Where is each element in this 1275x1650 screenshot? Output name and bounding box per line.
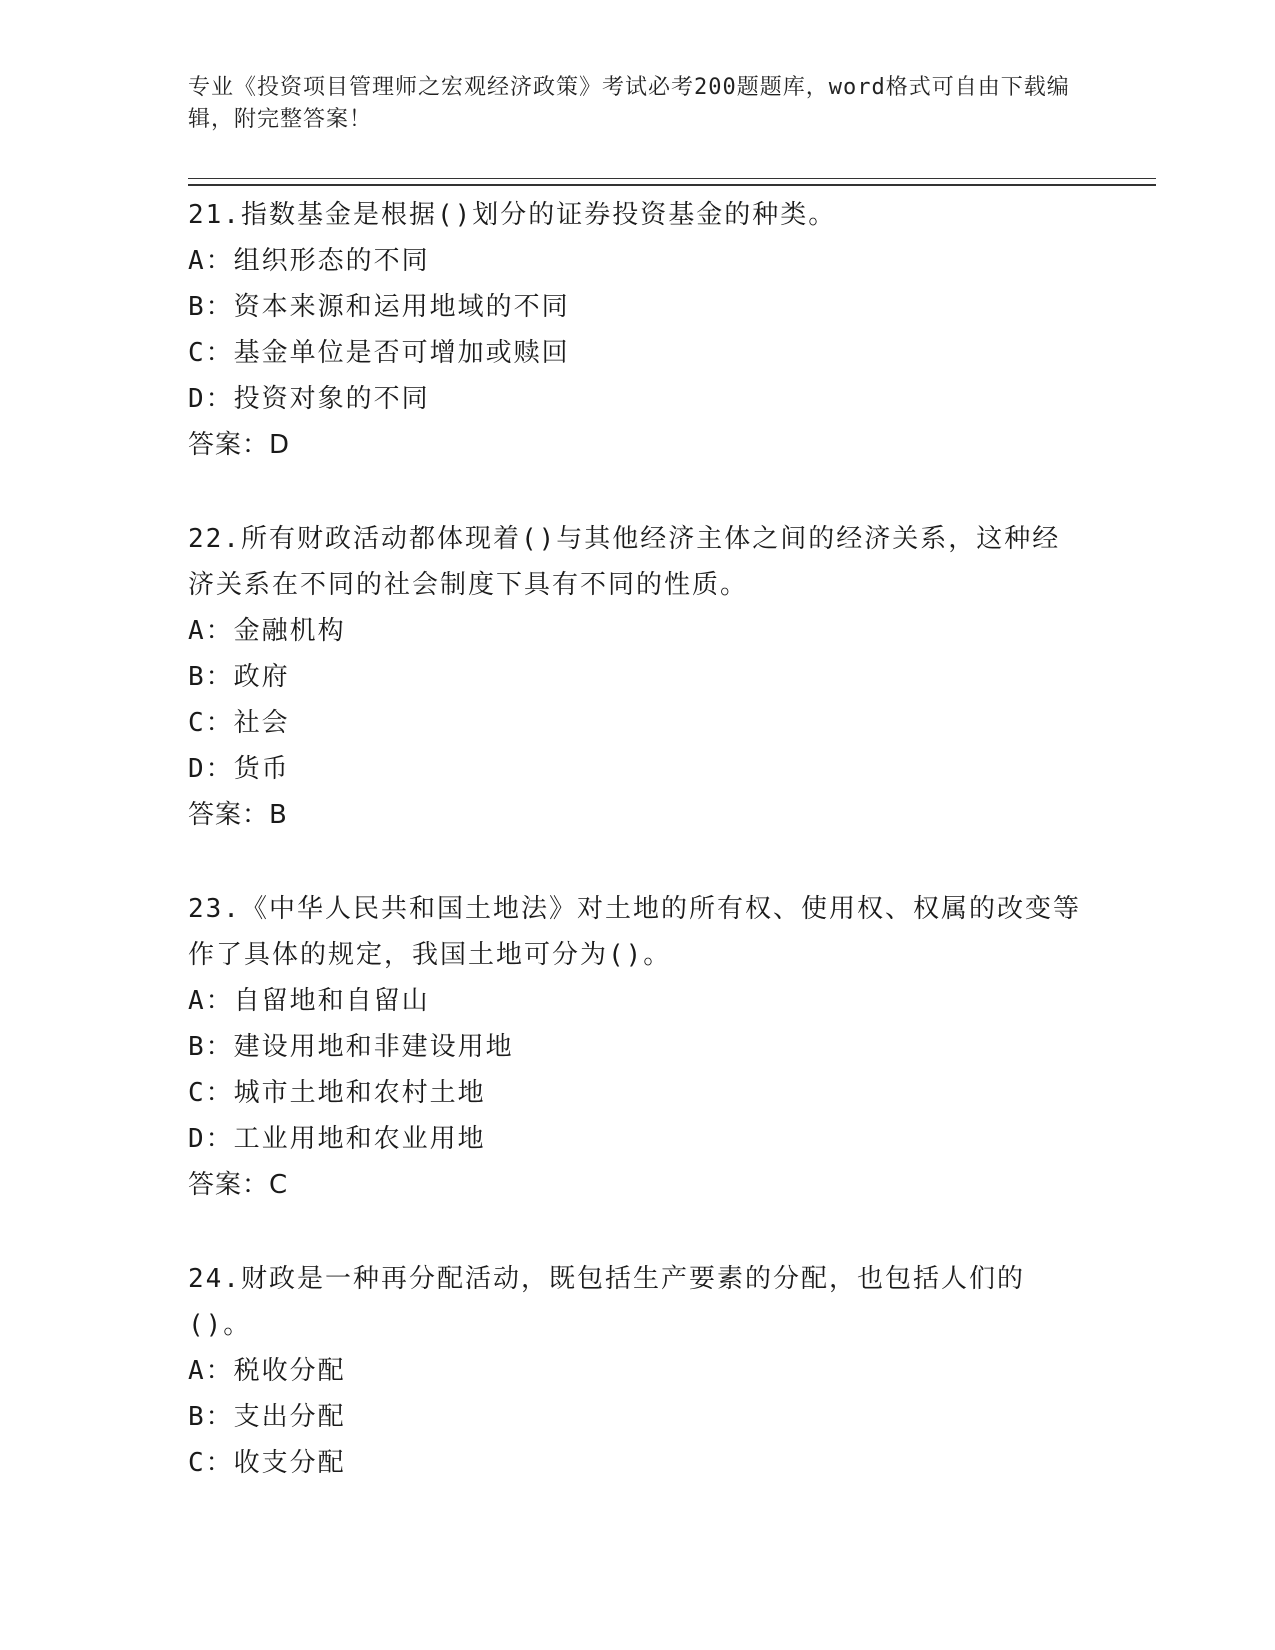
question-stem: 24.财政是一种再分配活动，既包括生产要素的分配，也包括人们的()。: [188, 1264, 1025, 1340]
option-a: A：自留地和自留山: [188, 986, 430, 1016]
option-d: D：货币: [188, 754, 290, 784]
option-a: A：税收分配: [188, 1356, 346, 1386]
document-header: 专业《投资项目管理师之宏观经济政策》考试必考200题题库，word格式可自由下载编辑，附完整答案！: [188, 75, 1070, 132]
answer: 答案：C: [188, 1170, 289, 1200]
option-b: B：政府: [188, 662, 290, 692]
answer: 答案：D: [188, 430, 291, 460]
option-b: B：资本来源和运用地域的不同: [188, 292, 570, 322]
question-list: [188, 192, 1088, 1534]
question-23: [188, 886, 1088, 1208]
question-stem: 22.所有财政活动都体现着()与其他经济主体之间的经济关系，这种经济关系在不同的社会制度下具有不同的性质。: [188, 524, 1061, 600]
header-divider: [188, 178, 1156, 186]
question-22: [188, 516, 1088, 838]
question-stem: 21.指数基金是根据()划分的证券投资基金的种类。: [188, 200, 837, 230]
option-d: D：投资对象的不同: [188, 384, 430, 414]
option-d: D：工业用地和农业用地: [188, 1124, 486, 1154]
question-21: [188, 192, 1088, 468]
option-c: C：城市土地和农村土地: [188, 1078, 486, 1108]
option-b: B：建设用地和非建设用地: [188, 1032, 514, 1062]
option-b: B：支出分配: [188, 1402, 346, 1432]
option-c: C：基金单位是否可增加或赎回: [188, 338, 570, 368]
option-a: A：组织形态的不同: [188, 246, 430, 276]
question-stem: 23.《中华人民共和国土地法》对土地的所有权、使用权、权属的改变等作了具体的规定，我国土地可分为()。: [188, 894, 1081, 970]
option-a: A：金融机构: [188, 616, 346, 646]
answer: 答案：B: [188, 800, 288, 830]
question-24: [188, 1256, 1088, 1486]
option-c: C：社会: [188, 708, 290, 738]
option-c: C：收支分配: [188, 1448, 346, 1478]
